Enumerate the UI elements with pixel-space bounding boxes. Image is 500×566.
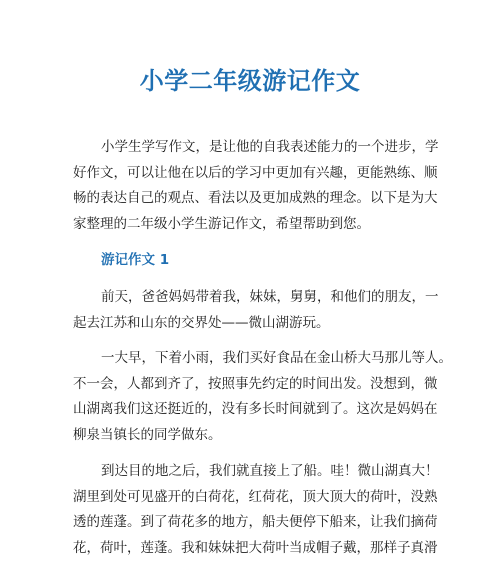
text-line: 畅的表达自己的观点、看法以及更加成熟的理念。以下是为大 bbox=[73, 190, 438, 206]
text-line: 湖里到处可见盛开的白荷花，红荷花，顶大顶大的荷叶，没熟 bbox=[73, 488, 438, 505]
text-line: 起去江苏和山东的交界处——微山湖游玩。 bbox=[73, 314, 330, 331]
body-paragraph bbox=[73, 285, 439, 336]
body-paragraph bbox=[73, 459, 439, 561]
text-line: 一大早，下着小雨，我们买好食品在金山桥大马那儿等人。 bbox=[101, 350, 452, 366]
text-line: 家整理的二年级小学生游记作文，希望帮助到您。 bbox=[73, 215, 370, 232]
text-line: 到达目的地之后，我们就直接上了船。哇！微山湖真大！ bbox=[101, 463, 439, 479]
text-line: 不一会，人都到齐了，按照事先约定的时间出发。没想到，微 bbox=[73, 375, 438, 392]
page-title: 小学二年级游记作文 bbox=[139, 67, 361, 95]
text-line: 透的莲蓬。到了荷花多的地方，船夫便停下船来，让我们摘荷 bbox=[73, 514, 438, 530]
section-heading: 游记作文 1 bbox=[101, 252, 170, 268]
text-line: 好作文，可以让他在以后的学习中更加有兴趣，更能熟练、顺 bbox=[73, 164, 438, 181]
text-line: 前天，爸爸妈妈带着我，妹妹，舅舅，和他们的朋友，一 bbox=[101, 289, 439, 305]
body-paragraph bbox=[73, 346, 452, 448]
intro-paragraph bbox=[73, 135, 439, 237]
text-line: 山湖离我们这还挺近的，没有多长时间就到了。这次是妈妈在 bbox=[73, 401, 438, 417]
text-line: 小学生学写作文，是让他的自我表述能力的一个进步，学 bbox=[101, 139, 439, 155]
text-line: 柳泉当镇长的同学做东。 bbox=[73, 426, 222, 443]
text-line: 花，荷叶，莲蓬。我和妹妹把大荷叶当成帽子戴，那样子真滑 bbox=[73, 539, 438, 556]
